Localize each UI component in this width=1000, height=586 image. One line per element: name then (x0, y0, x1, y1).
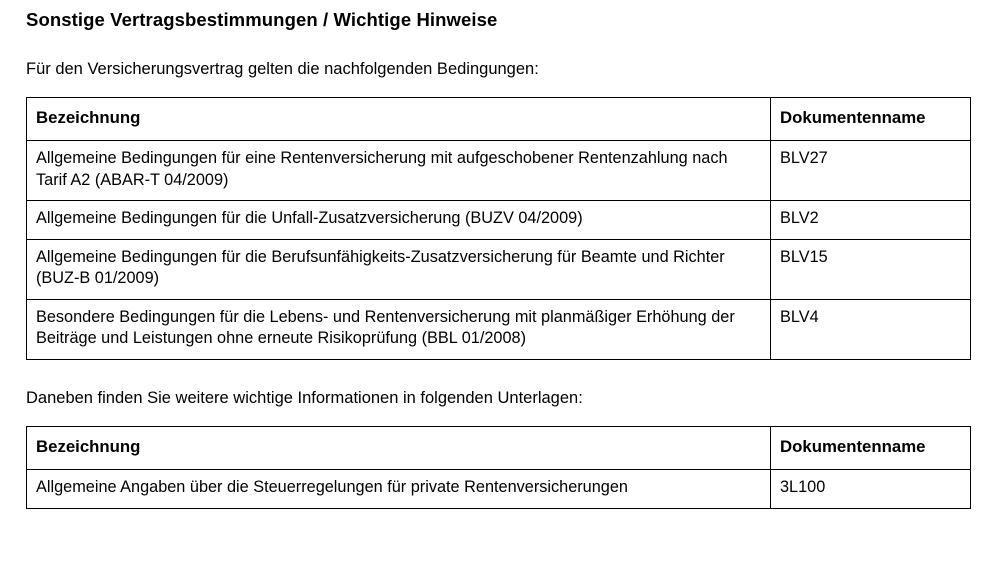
table-row (27, 201, 971, 240)
cell-bezeichnung: Allgemeine Angaben über die Steuerregelungen für private Rentenversicherungen (27, 470, 771, 509)
column-header-dokumentenname: Dokumentenname (771, 427, 971, 470)
intro-paragraph-information: Daneben finden Sie weitere wichtige Informationen in folgenden Unterlagen: (26, 388, 583, 407)
document-page (0, 8, 1000, 586)
column-header-bezeichnung: Bezeichnung (27, 98, 771, 141)
cell-bezeichnung: Besondere Bedingungen für die Lebens- und Rentenversicherung mit planmäßiger Erhöhung der Beiträge und Leistungen ohne erneute Risikoprüfung (BBL 01/2008) (27, 299, 771, 359)
cell-dokumentenname: 3L100 (771, 470, 971, 509)
cell-dokumentenname: BLV15 (771, 239, 971, 299)
table-row (27, 299, 971, 359)
table-header-row (27, 98, 971, 141)
cell-dokumentenname: BLV4 (771, 299, 971, 359)
information-table (26, 426, 971, 509)
column-header-dokumentenname: Dokumentenname (771, 98, 971, 141)
table-row (27, 239, 971, 299)
page-title: Sonstige Vertragsbestimmungen / Wichtige Hinweise (26, 9, 498, 30)
cell-dokumentenname: BLV27 (771, 141, 971, 201)
cell-bezeichnung: Allgemeine Bedingungen für die Unfall-Zusatzversicherung (BUZV 04/2009) (27, 201, 771, 240)
cell-bezeichnung: Allgemeine Bedingungen für die Berufsunfähigkeits-Zusatzversicherung für Beamte und Richter (BUZ-B 01/2009) (27, 239, 771, 299)
column-header-bezeichnung: Bezeichnung (27, 427, 771, 470)
table-row (27, 141, 971, 201)
conditions-table (26, 97, 971, 360)
cell-dokumentenname: BLV2 (771, 201, 971, 240)
table-row (27, 470, 971, 509)
table-header-row (27, 427, 971, 470)
intro-paragraph-conditions: Für den Versicherungsvertrag gelten die nachfolgenden Bedingungen: (26, 60, 539, 79)
cell-bezeichnung: Allgemeine Bedingungen für eine Rentenversicherung mit aufgeschobener Rentenzahlung nach Tarif A2 (ABAR-T 04/2009) (27, 141, 771, 201)
